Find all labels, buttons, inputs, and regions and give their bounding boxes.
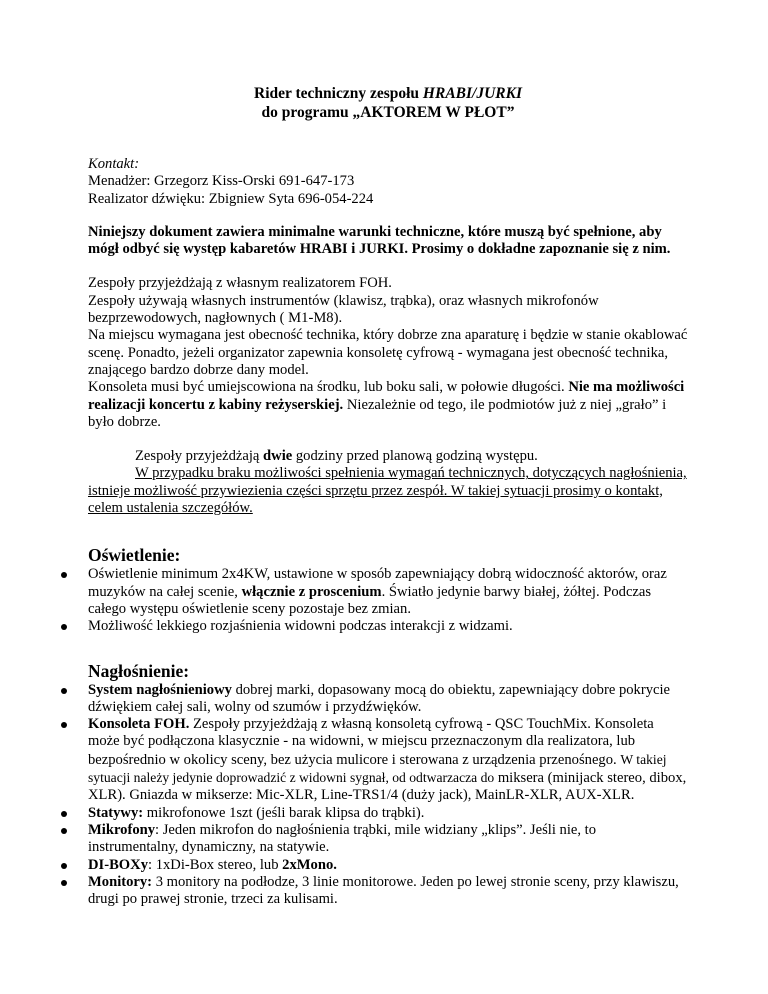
general-requirements: [88, 275, 688, 431]
bullet-icon: [61, 688, 67, 694]
bullet-icon: [61, 722, 67, 728]
general-p4: Konsoleta musi być umiejscowiona na środku, lub boku sali, w połowie długości. Nie ma możliwości realizacji koncertu z kabiny reżyserskiej. Niezależnie od tego, ile podmiotów już z niej „grało” i było dobrze.: [88, 379, 685, 430]
list-item: Konsoleta FOH. Zespoły przyjeżdżają z własną konsoletą cyfrową - QSC TouchMix. Konsoleta może być podłączona klasycznie - na widowni, w miejscu przeznaczonym dla realizatora, lub bezpośrednio w okolicy sceny, bez użycia mulicore i sterowana z urządzenia przenośnego. W takiej sytuacji należy jedynie doprowadzić z widowni sygnał, od odtwarzacza do miksera (minijack stereo, dibox, XLR). Gniazda w mikserze: Mic-XLR, Line-TRS1/4 (duży jack), MainLR-XLR, AUX-XLR.: [88, 716, 688, 804]
contact-block: [88, 156, 688, 208]
sound-list: [88, 682, 688, 909]
list-item: Oświetlenie minimum 2x4KW, ustawione w sposób zapewniający dobrą widoczność aktorów, oraz muzyków na całej scenie, włącznie z proscenium. Światło jedynie barwy białej, żółtej. Podczas całego występu oświetlenie sceny pozostaje bez zmian.: [88, 566, 688, 618]
manager-contact: Menadżer: Grzegorz Kiss-Orski 691-647-173: [88, 173, 355, 190]
bullet-icon: [61, 863, 67, 869]
band-name: HRABI/JURKI: [422, 85, 522, 102]
general-p1: Zespoły przyjeżdżają z własnym realizatorem FOH.: [88, 275, 392, 292]
list-item: Mikrofony: Jeden mikrofon do nagłośnienia trąbki, mile widziany „klips”. Jeśli nie, to instrumentalny, dynamiczny, na statywie.: [88, 822, 688, 857]
sound-engineer-contact: Realizator dźwięku: Zbigniew Syta 696-054-224: [88, 190, 374, 207]
list-item: System nagłośnieniowy dobrej marki, dopasowany mocą do obiektu, zapewniający dobre pokrycie dźwiękiem całej sali, wolny od szumów i przydźwięków.: [88, 682, 688, 717]
title-line-2: do programu „AKTOREM W PŁOT”: [261, 104, 515, 121]
arrival-time: Zespoły przyjeżdżają dwie godziny przed planową godziną występu.: [135, 448, 538, 465]
sound-heading: Nagłośnienie:: [88, 660, 190, 681]
intro-paragraph: Niniejszy dokument zawiera minimalne warunki techniczne, które muszą być spełnione, aby mógł odbyć się występ kabaretów HRABI i JURKI. Prosimy o dokładne zapoznanie się z nim.: [88, 223, 671, 258]
title-line-1: Rider techniczny zespołu HRABI/JURKI: [254, 85, 522, 102]
contact-label: Kontakt:: [88, 156, 140, 172]
bullet-icon: [61, 880, 67, 886]
equipment-note: W przypadku braku możliwości spełnienia wymagań technicznych, dotyczących nagłośnienia, istnieje możliwość przywiezienia części sprzętu przez zespół. W takiej sytuacji prosimy o kontakt, celem ustalenia szczegółów.: [88, 465, 687, 517]
list-item: DI-BOXy: 1xDi-Box stereo, lub 2xMono.: [88, 857, 688, 874]
list-item: Możliwość lekkiego rozjaśnienia widowni podczas interakcji z widzami.: [88, 618, 688, 635]
bullet-icon: [61, 624, 67, 630]
bullet-icon: [61, 572, 67, 578]
document-title: [88, 84, 688, 122]
lighting-heading: Oświetlenie:: [88, 545, 181, 566]
bullet-icon: [61, 811, 67, 817]
lighting-list: [88, 566, 688, 635]
list-item: Monitory: 3 monitory na podłodze, 3 linie monitorowe. Jeden po lewej stronie sceny, przy klawiszu, drugi po prawej stronie, trzeci za kulisami.: [88, 874, 688, 909]
bullet-icon: [61, 828, 67, 834]
arrival-block: [88, 448, 688, 517]
general-p2: Zespoły używają własnych instrumentów (klawisz, trąbka), oraz własnych mikrofonów bezprzewodowych, nagłownych ( M1-M8).: [88, 292, 599, 327]
general-p3: Na miejscu wymagana jest obecność technika, który dobrze zna aparaturę i będzie w stanie okablować scenę. Ponadto, jeżeli organizator zapewnia konsoletę cyfrową - wymagana jest obecność technika, znającego bardzo dobrze dany model.: [88, 327, 688, 378]
list-item: Statywy: mikrofonowe 1szt (jeśli barak klipsa do trąbki).: [88, 805, 688, 822]
document-page: [88, 0, 688, 908]
